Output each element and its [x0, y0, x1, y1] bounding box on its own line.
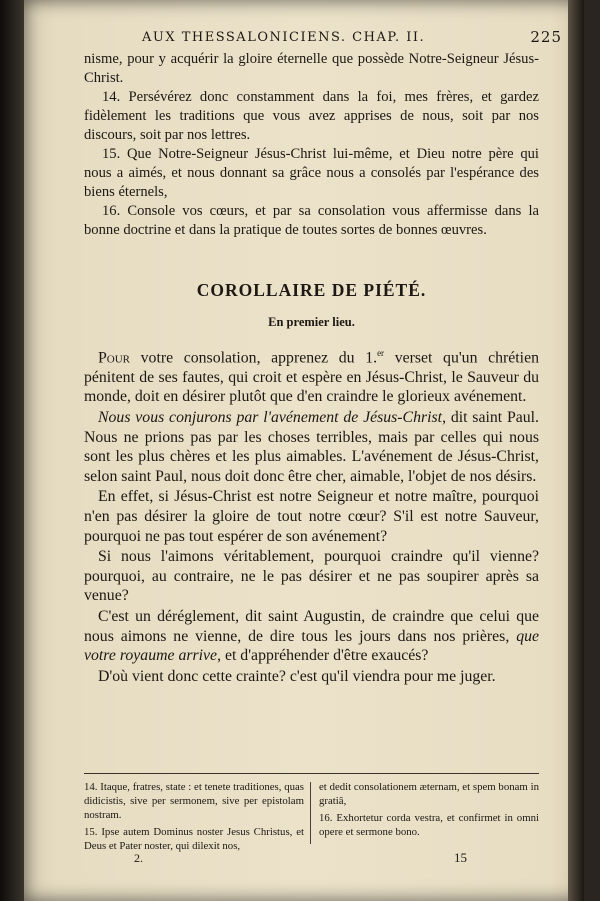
- body-text-run: , et d'appréhender d'être exaucés?: [217, 647, 429, 665]
- scripture-verse: 16. Console vos cœurs, et par sa consolation vous affermisse dans la bonne doctrine et dans la pratique de toutes sortes de bonnes œuvres.: [84, 203, 539, 238]
- running-head: [142, 30, 562, 45]
- body-paragraph: [84, 408, 539, 486]
- footnotes-right-column: [319, 780, 539, 842]
- body-paragraph: En effet, si Jésus-Christ est notre Seigneur et notre maître, pourquoi n'en pas désirer la gloire de tout notre cœur? S'il est notre Sauveur, pourquoi ne pas tout espérer de son avénement?: [84, 488, 539, 545]
- section-subtitle: En premier lieu.: [268, 315, 355, 329]
- scripture-text: [84, 50, 539, 240]
- lead-word: Pour: [98, 349, 131, 367]
- sheet-number: 15: [454, 850, 467, 865]
- scripture-verse: 15. Que Notre-Seigneur Jésus-Christ lui-même, et Dieu notre père qui nous a aimés, et nous donnant sa grâce nous a consolés par l'espérance des biens éternels,: [84, 146, 539, 200]
- quotation-italic: Nous vous conjurons par l'avénement de Jésus-Christ: [98, 409, 443, 427]
- body-paragraph: [84, 607, 539, 666]
- body-text-run: , dit saint Paul. Nous ne prions pas par les choses terribles, mais par celles qui nous sont les plus chères et les plus aimables. L'avénement de Jésus-Christ, selon saint Paul, nous doit donc être cher, aimable, l'objet de nos désirs.: [84, 409, 539, 485]
- book-gutter: [0, 0, 24, 901]
- body-text: [84, 344, 539, 687]
- body-paragraph: D'où vient donc cette crainte? c'est qu'il viendra pour me juger.: [98, 667, 496, 685]
- body-text-run: C'est un déréglement, dit saint Augustin, de craindre que celui que nous aimons ne vienne, de dire tous les jours dans nos prières,: [84, 607, 539, 645]
- running-title: AUX THESSALONICIENS. CHAP. II.: [142, 30, 426, 45]
- footnote: 15. Ipse autem Dominus noster Jesus Christus, et Deus et Pater noster, qui dilexit nos,: [84, 826, 304, 852]
- page-number: 225: [530, 28, 562, 46]
- book-page: [24, 0, 584, 901]
- footnote: et dedit consolationem æternam, et spem bonam in gratiâ,: [319, 781, 539, 807]
- body-paragraph: [84, 344, 539, 407]
- footnotes-left-column: [84, 780, 304, 856]
- body-paragraph: Si nous l'aimons véritablement, pourquoi craindre qu'il vienne? pourquoi, au contraire, ne le pas désirer et ne pas soupirer après sa venue?: [84, 548, 539, 605]
- scripture-verse: 14. Persévérez donc constamment dans la foi, mes frères, et gardez fidèlement les traditions que vous avez apprises de nous, soit par nos discours, soit par nos lettres.: [84, 89, 539, 143]
- quotation-italic: que votre royaume arrive: [84, 627, 539, 665]
- body-text-run: votre consolation, apprenez du 1.: [130, 349, 378, 367]
- body-text-run: verset qu'un chrétien pénitent de ses fautes, qui croit et espère en Jésus-Christ, le Sauveur du monde, doit en désirer plutôt que d'en craindre le glorieux avénement.: [84, 349, 539, 406]
- footnote: 14. Itaque, fratres, state : et tenete traditiones, quas didicistis, sive per sermonem, sive per epistolam nostram.: [84, 781, 304, 821]
- footnote: 16. Exhortetur corda vestra, et confirmet in omni opere et sermone bono.: [319, 812, 539, 838]
- page-edge: [568, 0, 584, 901]
- scripture-verse: nisme, pour y acquérir la gloire éternelle que possède Notre-Seigneur Jésus-Christ.: [84, 51, 539, 86]
- ordinal-suffix: er: [377, 348, 385, 358]
- signature-mark: 2.: [134, 851, 143, 865]
- footnote-rule: [84, 773, 539, 774]
- column-divider: [310, 782, 311, 844]
- section-title: COROLLAIRE DE PIÉTÉ.: [196, 280, 427, 300]
